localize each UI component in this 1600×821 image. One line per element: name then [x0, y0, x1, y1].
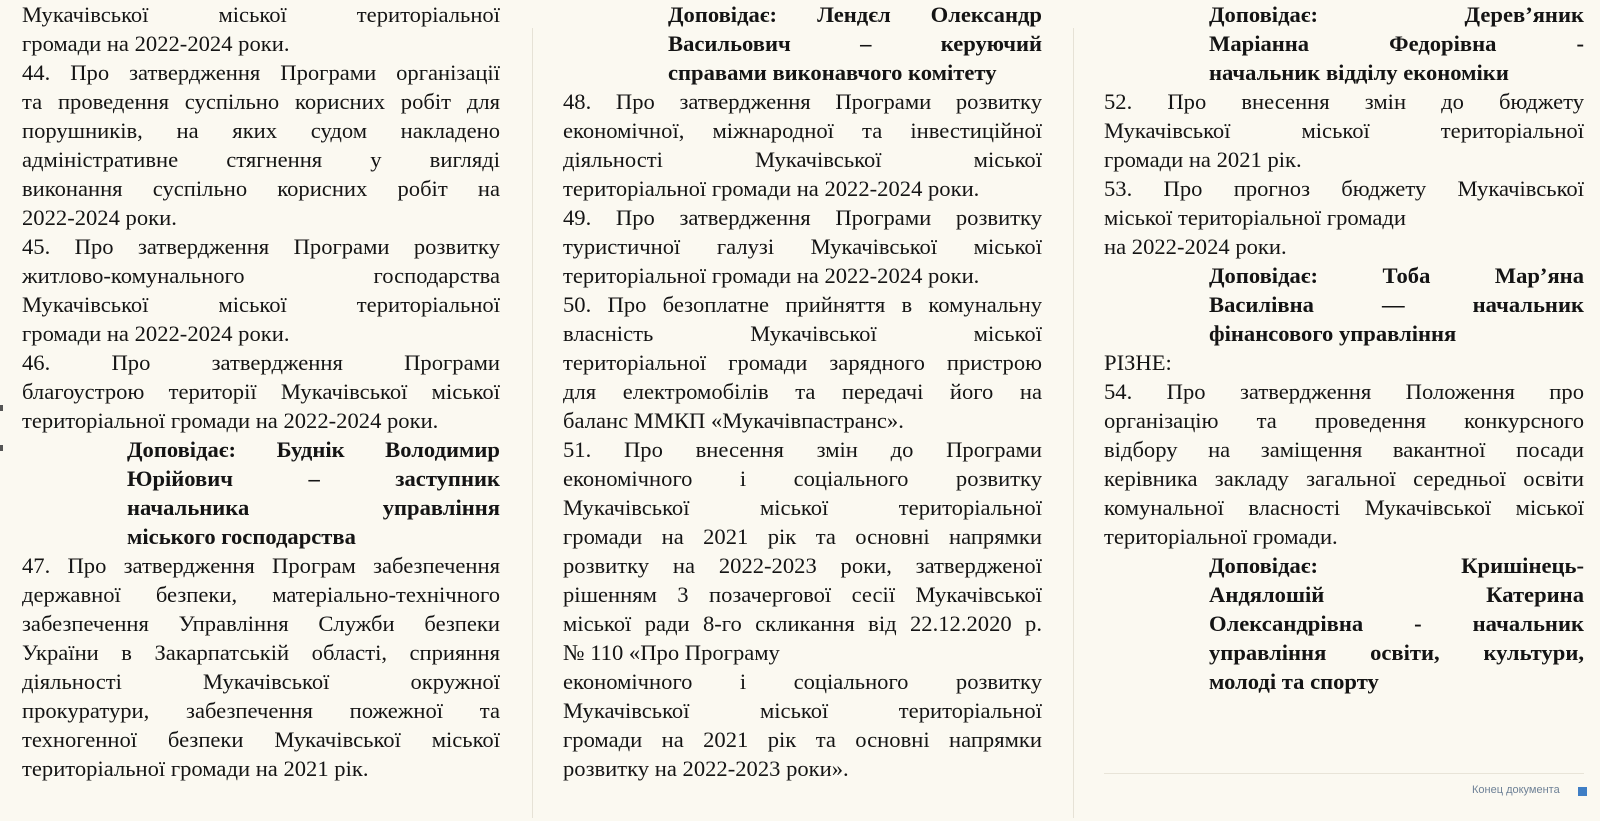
text-line: власність Мукачівської міської [563, 321, 1042, 346]
text-line: благоустрою території Мукачівської міської [22, 379, 500, 404]
text-line: рішенням 3 позачергової сесії Мукачівської [563, 582, 1042, 607]
text-line: організацію та проведення конкурсного [1104, 408, 1584, 433]
speaker-line: Василівна — начальник [1209, 292, 1584, 317]
text-line: техногенної безпеки Мукачівської міської [22, 727, 500, 752]
text-line: Мукачівської міської територіальної [563, 495, 1042, 520]
speaker-line: Доповідає: Дерев’яник [1209, 2, 1584, 27]
text-line: керівника закладу загальної середньої освіти [1104, 466, 1584, 491]
speaker-line: Доповідає: Лендєл Олександр [668, 2, 1042, 27]
text-line: державної безпеки, матеріально-технічного [22, 582, 500, 607]
text-column-1 [22, 0, 500, 783]
text-line: економічного і соціального розвитку [563, 669, 1042, 694]
end-of-document-rule [1104, 773, 1584, 774]
text-line: 53. Про прогноз бюджету Мукачівської [1104, 176, 1584, 201]
text-line: 47. Про затвердження Програм забезпечення [22, 553, 500, 578]
text-line: розвитку на 2022-2023 роки, затвердженої [563, 553, 1042, 578]
text-line: прокуратури, забезпечення пожежної та [22, 698, 500, 723]
speaker-line: Маріанна Федорівна - [1209, 31, 1584, 56]
text-line: територіальної громади на 2021 рік. [22, 756, 369, 781]
end-of-document-label: Конец документа [1472, 784, 1560, 796]
speaker-line: Андялошій Катерина [1209, 582, 1584, 607]
speaker-line: Васильович – керуючий [668, 31, 1042, 56]
speaker-line: фінансового управління [1209, 321, 1457, 346]
speaker-line: Доповідає: Кришінець- [1209, 553, 1584, 578]
text-line: Мукачівської міської територіальної [1104, 118, 1584, 143]
text-line: 45. Про затвердження Програми розвитку [22, 234, 500, 259]
text-line: Мукачівської міської територіальної [22, 2, 500, 27]
text-column-3 [1104, 0, 1584, 696]
text-line: економічного і соціального розвитку [563, 466, 1042, 491]
text-line: № 110 «Про Програму [563, 640, 780, 665]
text-line: України в Закарпатській області, сприяння [22, 640, 500, 665]
text-line: територіальної громади зарядного пристрою [563, 350, 1042, 375]
text-line: виконання суспільно корисних робіт на [22, 176, 500, 201]
text-line: для електромобілів та передачі його на [563, 379, 1042, 404]
speaker-line: начальник відділу економіки [1209, 60, 1509, 85]
text-line: громади на 2021 рік та основні напрямки [563, 524, 1042, 549]
text-line: громади на 2022-2024 роки. [22, 31, 290, 56]
speaker-line: міського господарства [127, 524, 356, 549]
text-line: економічної, міжнародної та інвестиційної [563, 118, 1042, 143]
text-line: територіальної громади на 2022-2024 роки. [563, 263, 980, 288]
text-line: баланс ММКП «Мукачівпастранс». [563, 408, 904, 433]
text-line: 2022-2024 роки. [22, 205, 177, 230]
text-line: 46. Про затвердження Програми [22, 350, 500, 375]
text-line: територіальної громади на 2022-2024 роки. [22, 408, 439, 433]
text-line: відбору на заміщення вакантної посади [1104, 437, 1584, 462]
text-line: 54. Про затвердження Положення про [1104, 379, 1584, 404]
text-line: 51. Про внесення змін до Програми [563, 437, 1042, 462]
text-line: РІЗНЕ: [1104, 350, 1172, 375]
text-line: 52. Про внесення змін до бюджету [1104, 89, 1584, 114]
text-line: територіальної громади. [1104, 524, 1338, 549]
text-line: громади на 2021 рік та основні напрямки [563, 727, 1042, 752]
speaker-line: начальника управління [127, 495, 500, 520]
text-line: житлово-комунального господарства [22, 263, 500, 288]
text-line: 49. Про затвердження Програми розвитку [563, 205, 1042, 230]
speaker-line: Юрійович – заступник [127, 466, 500, 491]
column-divider [1073, 28, 1074, 818]
column-divider [532, 28, 533, 818]
speaker-line: Доповідає: Буднік Володимир [127, 437, 500, 462]
text-line: 44. Про затвердження Програми організації [22, 60, 500, 85]
text-line: 50. Про безоплатне прийняття в комунальну [563, 292, 1042, 317]
text-line: Мукачівської міської територіальної [22, 292, 500, 317]
text-line: громади на 2021 рік. [1104, 147, 1302, 172]
text-line: діяльності Мукачівської окружної [22, 669, 500, 694]
speaker-line: управління освіти, культури, [1209, 640, 1584, 665]
edge-marker [0, 445, 3, 451]
speaker-line: Олександрівна - начальник [1209, 611, 1584, 636]
text-line: розвитку на 2022-2023 роки». [563, 756, 849, 781]
text-line: 48. Про затвердження Програми розвитку [563, 89, 1042, 114]
speaker-line: молоді та спорту [1209, 669, 1379, 694]
text-line: туристичної галузі Мукачівської міської [563, 234, 1042, 259]
text-line: порушників, на яких судом накладено [22, 118, 500, 143]
text-line: Мукачівської міської територіальної [563, 698, 1042, 723]
text-line: забезпечення Управління Служби безпеки [22, 611, 500, 636]
speaker-line: справами виконавчого комітету [668, 60, 997, 85]
text-column-2 [563, 0, 1042, 783]
edge-marker [0, 405, 3, 411]
end-of-document-marker-icon [1578, 787, 1587, 796]
text-line: громади на 2022-2024 роки. [22, 321, 290, 346]
text-line: міської територіальної громади [1104, 205, 1407, 230]
text-line: на 2022-2024 роки. [1104, 234, 1287, 259]
text-line: територіальної громади на 2022-2024 роки. [563, 176, 980, 201]
text-line: діяльності Мукачівської міської [563, 147, 1042, 172]
text-line: адміністративне стягнення у вигляді [22, 147, 500, 172]
text-line: міської ради 8-го скликання від 22.12.2020 р. [563, 611, 1042, 636]
speaker-line: Доповідає: Тоба Мар’яна [1209, 263, 1584, 288]
text-line: та проведення суспільно корисних робіт для [22, 89, 500, 114]
text-line: комунальної власності Мукачівської міської [1104, 495, 1584, 520]
